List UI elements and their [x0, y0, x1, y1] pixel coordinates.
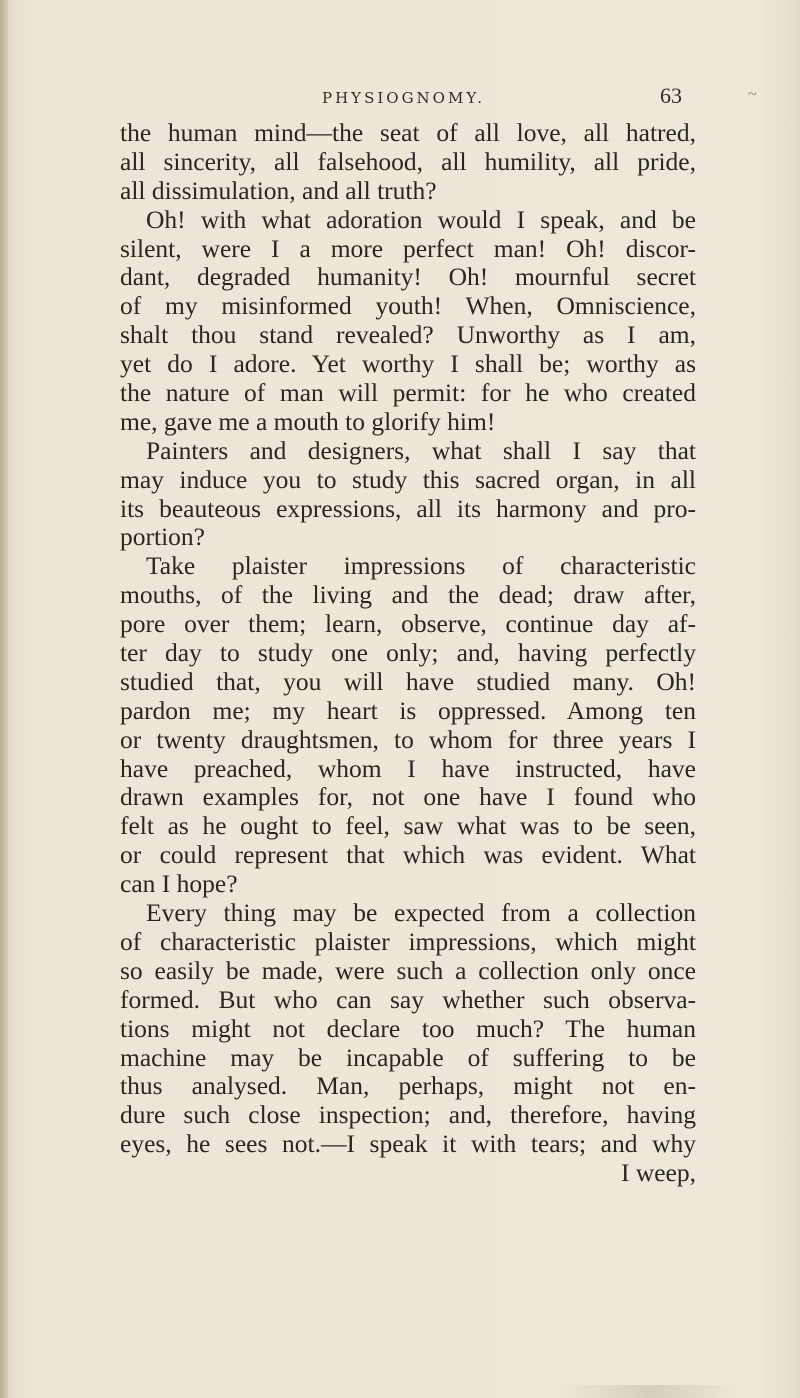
- text-line: all sincerity, all falsehood, all humility, all pride,: [120, 146, 696, 176]
- text-line: eyes, he sees not.—I speak it with tears; and why: [120, 1129, 696, 1159]
- corner-mark: ~: [748, 86, 757, 103]
- text-line: me, gave me a mouth to glorify him!: [120, 406, 496, 436]
- text-line: thus analysed. Man, perhaps, might not en-: [120, 1071, 696, 1101]
- text-line: the human mind—the seat of all love, all hatred,: [120, 118, 696, 147]
- text-line: Every thing may be expected from a collection: [146, 898, 696, 928]
- text-line: have preached, whom I have instructed, have: [120, 753, 696, 783]
- page-header: [0, 80, 800, 120]
- text-line: or could represent that which was evident. What: [120, 840, 696, 870]
- text-line: may induce you to study this sacred organ, in all: [120, 464, 696, 494]
- text-line: of characteristic plaister impressions, which might: [120, 926, 696, 956]
- binding-edge: [0, 0, 8, 1398]
- text-line: ter day to study one only; and, having perfectly: [120, 638, 696, 668]
- text-line: mouths, of the living and the dead; draw after,: [120, 580, 696, 610]
- text-line: silent, were I a more perfect man! Oh! discor-: [120, 233, 696, 263]
- text-line: drawn examples for, not one have I found who: [120, 782, 696, 812]
- text-line: the nature of man will permit: for he who created: [120, 378, 696, 408]
- text-line: or twenty draughtsmen, to whom for three years I: [120, 724, 696, 754]
- text-line: all dissimulation, and all truth?: [120, 175, 437, 205]
- text-line: Take plaister impressions of characteristic: [146, 551, 696, 581]
- text-line: dant, degraded humanity! Oh! mournful secret: [120, 262, 696, 292]
- page-smudge: [560, 1385, 740, 1398]
- text-line: of my misinformed youth! When, Omniscience,: [120, 291, 696, 321]
- text-line: so easily be made, were such a collection only once: [120, 955, 696, 985]
- text-line: its beauteous expressions, all its harmony and pro-: [120, 493, 696, 523]
- text-line: shalt thou stand revealed? Unworthy as I am,: [120, 320, 696, 350]
- text-line: pore over them; learn, observe, continue day af-: [120, 609, 696, 639]
- body-text: [120, 119, 696, 1188]
- text-line: studied that, you will have studied many. Oh!: [120, 666, 696, 696]
- page-number: 63: [660, 83, 682, 108]
- text-line: portion?: [120, 522, 205, 552]
- text-line: dure such close inspection; and, therefore, having: [120, 1100, 696, 1130]
- running-head: PHYSIOGNOMY.: [322, 89, 486, 107]
- text-line: can I hope?: [120, 869, 238, 899]
- text-line: tions might not declare too much? The human: [120, 1013, 696, 1043]
- text-line: felt as he ought to feel, saw what was to be seen,: [120, 811, 696, 841]
- text-line: machine may be incapable of suffering to be: [120, 1042, 696, 1072]
- text-line: formed. But who can say whether such observa-: [120, 984, 696, 1014]
- text-line: yet do I adore. Yet worthy I shall be; worthy as: [120, 349, 696, 379]
- catchword: I weep,: [620, 1158, 696, 1188]
- text-line: Oh! with what adoration would I speak, and be: [146, 204, 696, 234]
- text-line: pardon me; my heart is oppressed. Among ten: [120, 695, 696, 725]
- text-line: Painters and designers, what shall I say that: [146, 435, 696, 465]
